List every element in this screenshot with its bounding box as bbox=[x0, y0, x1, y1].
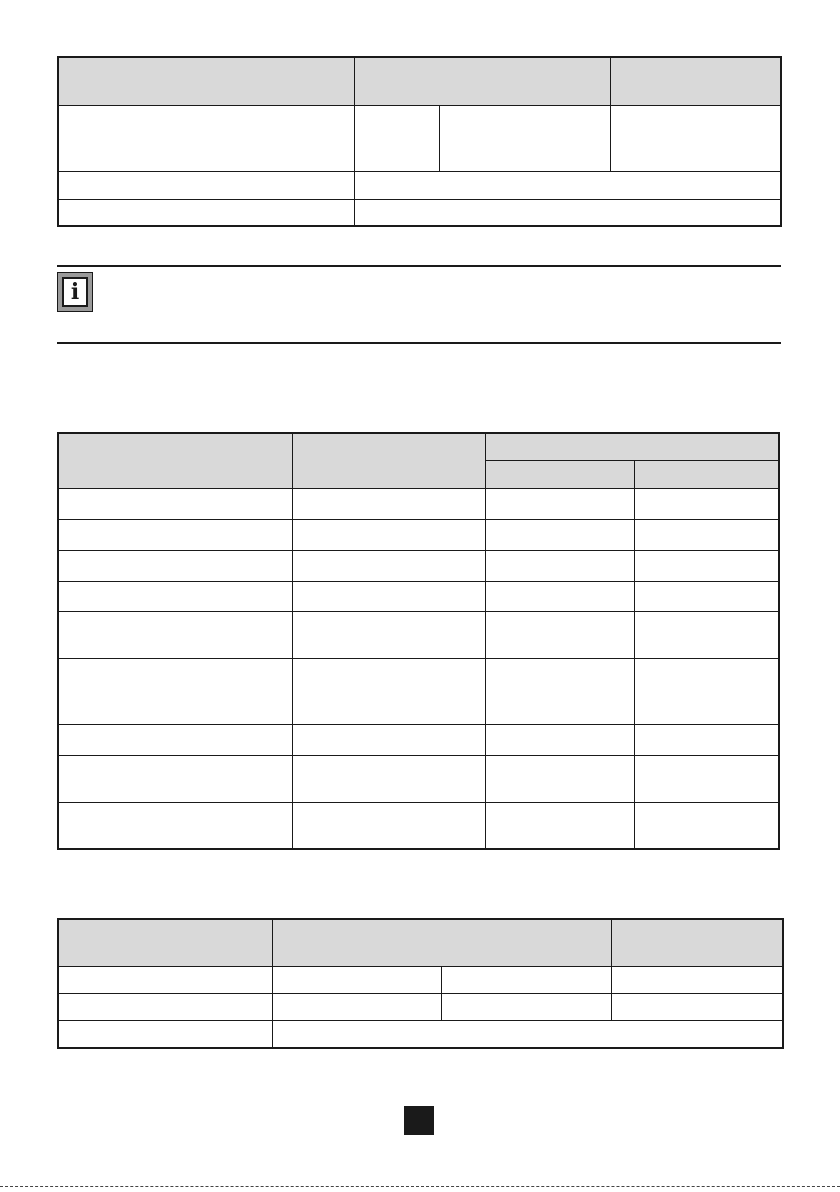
info-icon: i bbox=[57, 272, 93, 312]
table-cell bbox=[58, 993, 272, 1020]
table-cell bbox=[354, 199, 781, 226]
spec-table-3 bbox=[57, 918, 784, 1049]
table-cell bbox=[485, 581, 634, 611]
table-cell bbox=[634, 488, 779, 519]
table-cell bbox=[485, 724, 634, 755]
table-cell bbox=[485, 519, 634, 550]
header-cell bbox=[292, 433, 485, 488]
table-cell bbox=[292, 581, 485, 611]
table-cell bbox=[58, 966, 272, 993]
table-cell bbox=[58, 581, 292, 611]
table-cell bbox=[58, 550, 292, 581]
table-cell bbox=[58, 519, 292, 550]
table-cell bbox=[354, 171, 781, 199]
table-cell bbox=[634, 519, 779, 550]
header-cell bbox=[634, 460, 779, 488]
table-cell bbox=[292, 658, 485, 724]
note-bottom-rule bbox=[57, 342, 781, 344]
table-cell bbox=[634, 550, 779, 581]
header-cell bbox=[354, 57, 610, 105]
header-cell bbox=[485, 433, 779, 460]
table-cell bbox=[354, 105, 439, 171]
table-cell bbox=[485, 658, 634, 724]
table-cell bbox=[272, 966, 441, 993]
table-cell bbox=[439, 105, 610, 171]
table-cell bbox=[272, 1020, 783, 1048]
table-cell bbox=[292, 550, 485, 581]
page-bottom-edge bbox=[0, 1186, 840, 1187]
table-cell bbox=[58, 171, 354, 199]
table-cell bbox=[485, 755, 634, 802]
table-cell bbox=[441, 966, 611, 993]
table-cell bbox=[634, 724, 779, 755]
table-cell bbox=[485, 611, 634, 658]
table-cell bbox=[272, 993, 441, 1020]
header-cell bbox=[610, 57, 781, 105]
table-cell bbox=[485, 802, 634, 849]
table-cell bbox=[58, 1020, 272, 1048]
table-cell bbox=[58, 488, 292, 519]
table-cell bbox=[292, 488, 485, 519]
table-cell bbox=[292, 755, 485, 802]
table-cell bbox=[58, 105, 354, 171]
header-cell bbox=[485, 460, 634, 488]
table-cell bbox=[58, 755, 292, 802]
table-cell bbox=[441, 993, 611, 1020]
header-cell bbox=[58, 433, 292, 488]
header-cell bbox=[58, 919, 272, 966]
table-cell bbox=[485, 550, 634, 581]
spec-table-1 bbox=[57, 56, 782, 227]
page-number-marker bbox=[404, 1106, 434, 1135]
table-cell bbox=[292, 724, 485, 755]
header-cell bbox=[611, 919, 783, 966]
table-cell bbox=[58, 658, 292, 724]
table-cell bbox=[611, 966, 783, 993]
table-cell bbox=[634, 755, 779, 802]
table-cell bbox=[292, 802, 485, 849]
table-cell bbox=[611, 993, 783, 1020]
table-cell bbox=[292, 519, 485, 550]
table-cell bbox=[58, 802, 292, 849]
table-cell bbox=[634, 802, 779, 849]
spec-table-2 bbox=[57, 432, 780, 850]
table-cell bbox=[610, 105, 781, 171]
table-cell bbox=[485, 488, 634, 519]
table-cell bbox=[634, 581, 779, 611]
table-cell bbox=[634, 611, 779, 658]
note-top-rule bbox=[57, 265, 781, 267]
table-cell bbox=[292, 611, 485, 658]
table-cell bbox=[58, 199, 354, 226]
table-cell bbox=[58, 724, 292, 755]
header-cell bbox=[272, 919, 611, 966]
table-cell bbox=[58, 611, 292, 658]
table-cell bbox=[634, 658, 779, 724]
header-cell bbox=[58, 57, 354, 105]
